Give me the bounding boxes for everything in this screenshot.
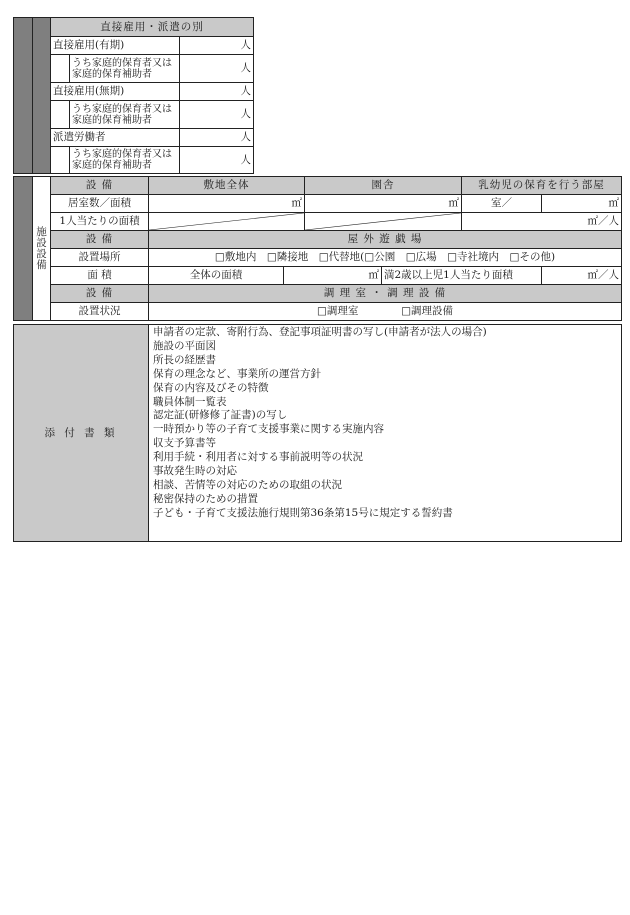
- total-area-field[interactable]: ㎡: [284, 267, 382, 285]
- site-area-field[interactable]: ㎡: [149, 195, 305, 213]
- attachment-item: 職員体制一覧表: [153, 395, 227, 408]
- attachment-item: 子ども・子育て支援法施行規則第36条第15号に規定する誓約書: [153, 506, 453, 519]
- building-per-person-slashed: [305, 213, 462, 231]
- facility-head-building: 園舎: [305, 177, 462, 195]
- employment-fixed-term-sub-unit: 人: [180, 55, 254, 83]
- employment-indefinite-sub-unit: 人: [180, 101, 254, 129]
- attachment-item: 保育の理念など、事業所の運営方針: [153, 367, 321, 380]
- indent-cell: [51, 101, 70, 129]
- gray-margin-inner: [33, 18, 51, 174]
- attachment-item: 秘密保持のための措置: [153, 492, 258, 505]
- install-status-options[interactable]: [149, 303, 622, 321]
- employment-fixed-term-sub-label: うち家庭的保育者又は家庭的保育補助者: [70, 55, 180, 83]
- attachments-table: [13, 324, 622, 542]
- playground-title: 屋 外 遊 戯 場: [149, 231, 622, 249]
- attachment-item: 利用手続・利用者に対する事前説明等の状況: [153, 451, 363, 464]
- per-person-area-label: 1人当たりの面積: [51, 213, 149, 231]
- employment-indefinite-sub-label: うち家庭的保育者又は家庭的保育補助者: [70, 101, 180, 129]
- room-per-person-field[interactable]: ㎡／人: [462, 213, 622, 231]
- gray-margin-outer: [14, 177, 33, 321]
- playground-equipment-head: 設 備: [51, 231, 149, 249]
- employment-fixed-term-label: 直接雇用(有期): [51, 37, 180, 55]
- facility-head-nursery-room: 乳幼児の保育を行う部屋: [462, 177, 622, 195]
- kitchen-equipment-checkbox[interactable]: □調理設備: [401, 305, 454, 317]
- attachment-item: 申請者の定款、寄附行為、登記事項証明書の写し(申請者が法人の場合): [153, 326, 487, 338]
- employment-table: [13, 17, 254, 174]
- facility-section-label: 施設設備: [33, 177, 51, 321]
- per-child-area-label: 満2歳以上児1人当たり面積: [382, 267, 542, 285]
- facility-head-site: 敷地全体: [149, 177, 305, 195]
- employment-header: 直接雇用・派遣の別: [51, 18, 254, 37]
- location-label: 設置場所: [51, 249, 149, 267]
- employment-indefinite-label: 直接雇用(無期): [51, 83, 180, 101]
- location-options[interactable]: □敷地内 □隣接地 □代替地(□公園 □広場 □寺社境内 □その他): [149, 249, 622, 267]
- attachment-item: 所長の経歴書: [153, 353, 216, 366]
- employment-dispatch-label: 派遣労働者: [51, 129, 180, 147]
- gray-margin-outer: [14, 18, 33, 174]
- attachments-list: [149, 325, 622, 542]
- employment-dispatch-sub-unit: 人: [180, 147, 254, 174]
- room-count-field[interactable]: 室／: [462, 195, 542, 213]
- attachment-item: 認定証(研修修了証書)の写し: [153, 409, 288, 422]
- attachments-label: 添 付 書 類: [14, 325, 149, 542]
- building-area-field[interactable]: ㎡: [305, 195, 462, 213]
- total-area-label: 全体の面積: [149, 267, 284, 285]
- employment-fixed-term-unit: 人: [180, 37, 254, 55]
- room-area-field[interactable]: ㎡: [542, 195, 622, 213]
- site-per-person-slashed: [149, 213, 305, 231]
- per-child-area-field[interactable]: ㎡／人: [542, 267, 622, 285]
- attachment-item: 相談、苦情等の対応のための取組の状況: [153, 478, 342, 491]
- facility-table: [13, 176, 622, 321]
- employment-dispatch-sub-label: うち家庭的保育者又は家庭的保育補助者: [70, 147, 180, 174]
- rooms-area-label: 居室数／面積: [51, 195, 149, 213]
- employment-indefinite-unit: 人: [180, 83, 254, 101]
- employment-dispatch-unit: 人: [180, 129, 254, 147]
- install-status-label: 設置状況: [51, 303, 149, 321]
- indent-cell: [51, 147, 70, 174]
- kitchen-title: 調 理 室 ・ 調 理 設 備: [149, 285, 622, 303]
- attachment-item: 施設の平面図: [153, 339, 216, 352]
- attachment-item: 一時預かり等の子育て支援事業に関する実施内容: [153, 423, 384, 436]
- indent-cell: [51, 55, 70, 83]
- kitchen-room-checkbox[interactable]: □調理室: [316, 305, 359, 317]
- attachment-item: 事故発生時の対応: [153, 465, 237, 478]
- area-label: 面 積: [51, 267, 149, 285]
- facility-head-equipment: 設 備: [51, 177, 149, 195]
- attachment-item: 保育の内容及びその特徴: [153, 381, 269, 394]
- attachment-item: 収支予算書等: [153, 437, 216, 450]
- kitchen-equipment-head: 設 備: [51, 285, 149, 303]
